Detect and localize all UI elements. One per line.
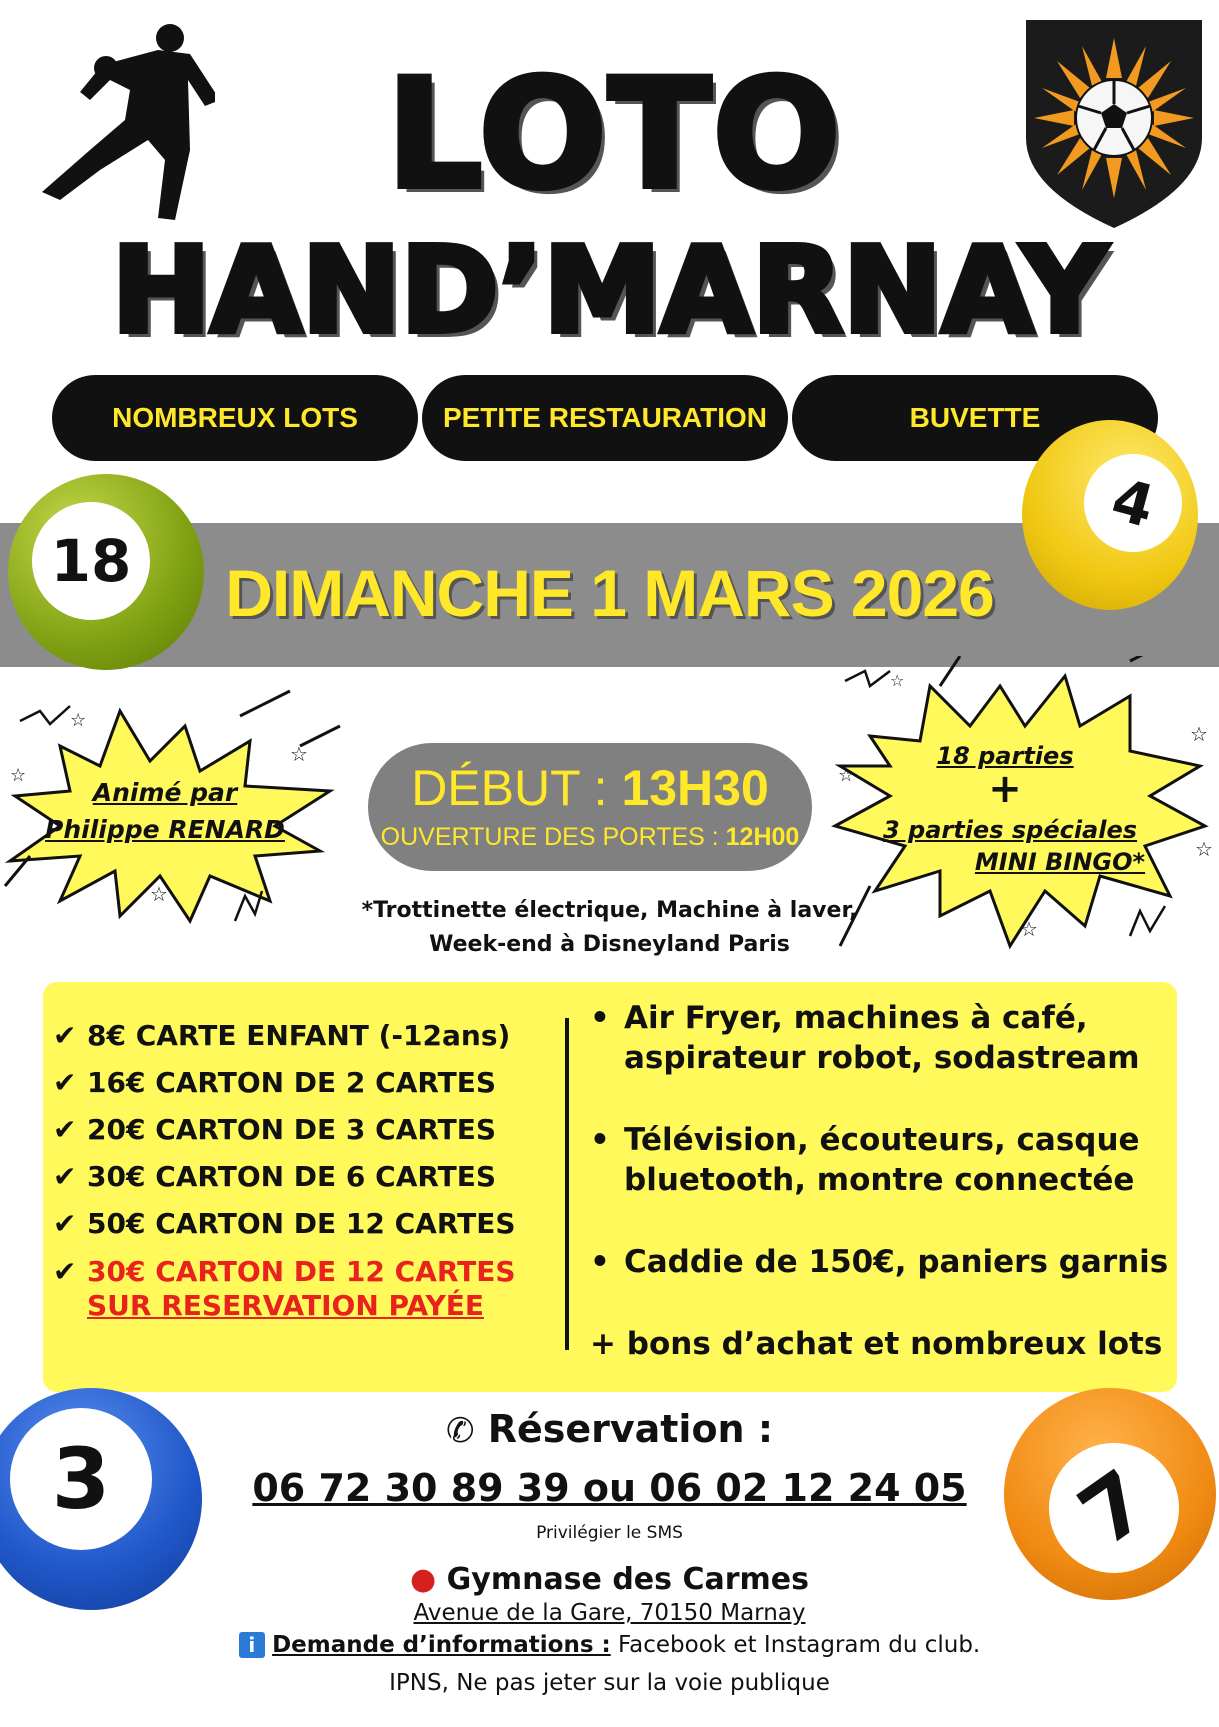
prize-item: • Caddie de 150€, paniers garnis	[590, 1244, 1169, 1280]
start-time-pill	[368, 743, 812, 871]
start-label: DÉBUT :	[411, 760, 622, 816]
svg-text:☆: ☆	[70, 710, 87, 731]
check-icon: ✔	[53, 1019, 77, 1052]
games-line2: 3 parties spéciales	[882, 816, 1138, 844]
reservation-phones: 06 72 30 89 39 ou 06 02 12 24 05	[252, 1466, 967, 1510]
prize-item: • Télévision, écouteurs, casque bluetooth, montre connectée	[590, 1122, 1140, 1198]
bingo-ball-4: 4	[1022, 420, 1198, 610]
special-price-condition: SUR RESERVATION PAYÉE	[87, 1289, 484, 1322]
prize-item: • Air Fryer, machines à café, aspirateur robot, sodastream	[590, 1000, 1140, 1076]
games-line3: MINI BINGO*	[974, 848, 1146, 876]
svg-text:☆: ☆	[290, 742, 308, 766]
games-plus: +	[988, 766, 1022, 812]
info-text: Facebook et Instagram du club.	[610, 1632, 981, 1658]
pill-restauration: PETITE RESTAURATION	[422, 375, 788, 461]
check-icon: ✔	[53, 1207, 77, 1240]
check-icon: ✔	[53, 1113, 77, 1146]
venue-address: Avenue de la Gare, 70150 Marnay	[413, 1600, 806, 1626]
price-item: ✔ 8€ CARTE ENFANT (-12ans)	[53, 1019, 511, 1052]
price-item: ✔ 30€ CARTON DE 6 CARTES	[53, 1160, 497, 1193]
check-icon: ✔	[53, 1160, 77, 1193]
pill-lots: NOMBREUX LOTS	[52, 375, 418, 461]
doors-time: 12H00	[725, 823, 800, 851]
games-line1: 18 parties	[936, 742, 1074, 770]
reservation-title: ✆ Réservation :	[445, 1407, 774, 1451]
venue-name: ● Gymnase des Carmes	[410, 1562, 809, 1597]
bullet-icon: •	[590, 1000, 610, 1036]
svg-text:☆: ☆	[890, 671, 905, 690]
divider	[565, 1018, 569, 1350]
special-price: ✔ 30€ CARTON DE 12 CARTES	[53, 1255, 516, 1288]
info-label: Demande d’informations :	[272, 1632, 611, 1658]
price-item: ✔ 16€ CARTON DE 2 CARTES	[53, 1066, 497, 1099]
footnote-line2: Week-end à Disneyland Paris	[429, 932, 790, 957]
start-time: 13H30	[621, 760, 769, 816]
host-line1: Animé par	[92, 778, 238, 807]
svg-text:☆: ☆	[10, 765, 27, 786]
svg-text:☆: ☆	[1020, 917, 1038, 941]
event-date: DIMANCHE 1 MARS 2026	[225, 556, 994, 630]
title-loto: LOTO	[386, 48, 843, 222]
info-icon: i	[239, 1632, 265, 1658]
check-icon: ✔	[53, 1255, 77, 1288]
host-line2: Philippe RENARD	[45, 815, 285, 844]
svg-text:☆: ☆	[1195, 837, 1213, 861]
info-line	[0, 1632, 1219, 1658]
bullet-icon: •	[590, 1122, 610, 1158]
bingo-ball-3: 3	[0, 1388, 202, 1610]
pill-buvette: BUVETTE	[792, 375, 1158, 461]
price-item: ✔ 50€ CARTON DE 12 CARTES	[53, 1207, 516, 1240]
bingo-ball-18: 18	[8, 474, 204, 670]
bullet-icon: •	[590, 1244, 610, 1280]
price-item: ✔ 20€ CARTON DE 3 CARTES	[53, 1113, 497, 1146]
svg-text:☆: ☆	[838, 765, 855, 786]
prize-extra: + bons d’achat et nombreux lots	[590, 1326, 1163, 1362]
check-icon: ✔	[53, 1066, 77, 1099]
svg-text:☆: ☆	[150, 882, 168, 906]
location-pin-icon: ●	[410, 1562, 437, 1597]
svg-text:☆: ☆	[1190, 722, 1208, 746]
doors-label: OUVERTURE DES PORTES :	[380, 823, 726, 851]
bingo-ball-7: 7	[1004, 1388, 1216, 1600]
phone-icon: ✆	[445, 1411, 475, 1451]
legal-mention: IPNS, Ne pas jeter sur la voie publique	[389, 1670, 830, 1696]
reservation-hint: Privilégier le SMS	[536, 1523, 683, 1543]
footnote-line1: *Trottinette électrique, Machine à laver,	[361, 898, 858, 923]
title-hand-marnay: HAND’MARNAY	[111, 221, 1108, 359]
